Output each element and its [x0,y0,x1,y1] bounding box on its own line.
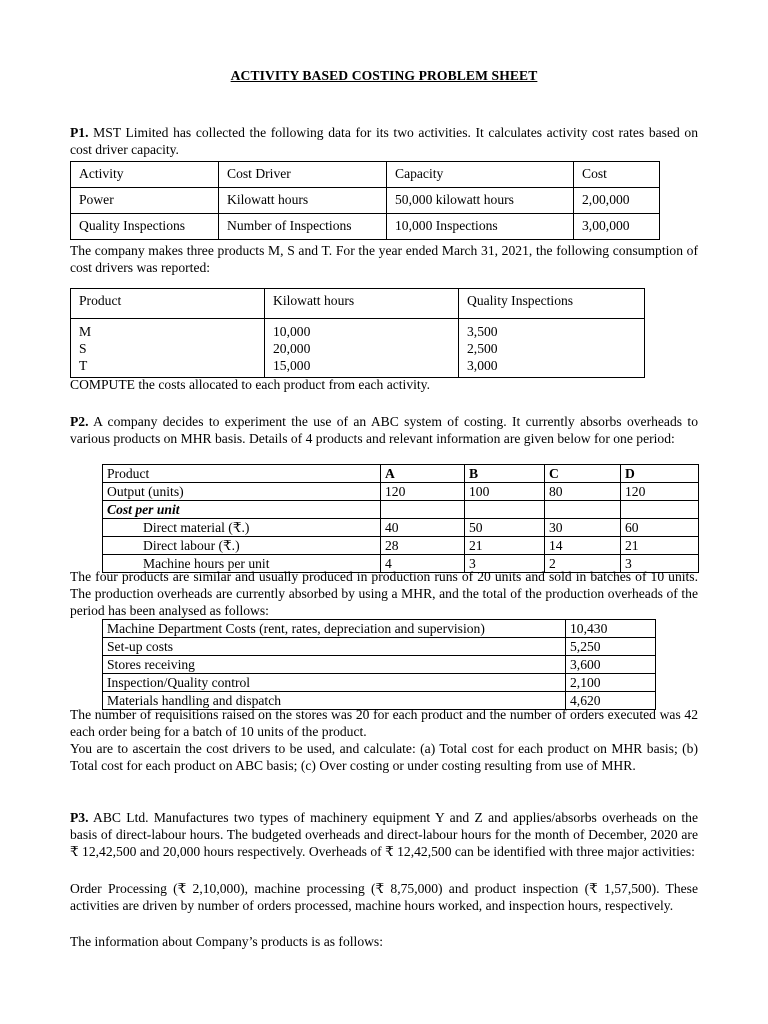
table-row [71,319,645,378]
p2-mid-text: The four products are similar and usually produced in production runs of 20 units and sold in batches of 10 units. The production overheads are currently absorbed by using a MHR, and the total of the production overheads of the period has been analysed as follows: [70,569,698,618]
p2-label: P2. [70,414,89,429]
p2-intro-text: A company decides to experiment the use of an ABC system of costing. It currently absorbs overheads to various products on MHR basis. Details of 4 products and relevant information are given below for one period: [70,414,698,446]
table-cell-products [71,319,265,378]
table-cell: Cost per unit [103,501,381,519]
table-cell: Inspection/Quality control [103,674,566,692]
p1-intro-text: MST Limited has collected the following data for its two activities. It calculates activity cost rates based on cost driver capacity. [70,125,698,157]
table-cell: Machine Department Costs (rent, rates, depreciation and supervision) [103,620,566,638]
list-item: S [79,341,87,356]
table-row [103,519,699,537]
table-row [103,674,656,692]
table-cell: 30 [545,519,621,537]
p3-label: P3. [70,810,89,825]
table-cell [545,501,621,519]
p3-activities-text: Order Processing (₹ 2,10,000), machine processing (₹ 8,75,000) and product inspection (₹ 1,57,500). These activities are driven by number of orders processed, machine hours worked, and inspection hours, respectively. [70,881,698,913]
list-item: 10,000 [273,324,311,339]
table-cell: Materials handling and dispatch [103,692,566,710]
list-item: 20,000 [273,341,311,356]
table-cell: 10,000 Inspections [387,214,574,240]
list-item: M [79,324,92,339]
table-cell: Number of Inspections [219,214,387,240]
table-header-cell: B [465,465,545,483]
table-header-cell: Activity [71,162,219,188]
table-cell: Direct material (₹.) [103,519,381,537]
p1-activity-table [70,161,660,240]
table-cell: 50,000 kilowatt hours [387,188,574,214]
table-cell: 40 [381,519,465,537]
table-cell [621,501,699,519]
p2-product-table [102,464,699,573]
p1-label: P1. [70,125,89,140]
p3-closing-text: The information about Company’s products is as follows: [70,934,383,949]
p2-task-text: You are to ascertain the cost drivers to be used, and calculate: (a) Total cost for each product on MHR basis; (b) Total cost for each product on ABC basis; (c) Over costing or under costing resulting from use of MHR. [70,741,698,773]
table-header-cell: Capacity [387,162,574,188]
table-header-cell: A [381,465,465,483]
table-cell: 60 [621,519,699,537]
table-header-row [103,465,699,483]
table-cell: 80 [545,483,621,501]
table-row [103,501,699,519]
table-cell: 10,430 [566,620,656,638]
p1-mid-text: The company makes three products M, S and T. For the year ended March 31, 2021, the following consumption of cost drivers was reported: [70,243,698,275]
p2-intro [70,413,698,447]
table-cell: Direct labour (₹.) [103,537,381,555]
table-cell [381,501,465,519]
table-cell: 21 [465,537,545,555]
table-row [103,537,699,555]
p2-overheads-table [102,619,656,710]
table-header-cell: Product [103,465,381,483]
table-cell: 2,100 [566,674,656,692]
list-item: T [79,358,88,373]
table-cell: 4 [381,555,465,573]
table-row [103,620,656,638]
table-cell: 5,250 [566,638,656,656]
table-header-cell: Quality Inspections [459,289,645,319]
list-item: 3,500 [467,324,498,339]
table-header-cell: C [545,465,621,483]
table-cell: 120 [381,483,465,501]
table-header-cell: Cost [574,162,660,188]
table-cell: Quality Inspections [71,214,219,240]
p3-intro-text: ABC Ltd. Manufactures two types of machinery equipment Y and Z and applies/absorbs overheads on the basis of direct-labour hours. The budgeted overheads and direct-labour hours for the month of December, 2020 are ₹ 12,42,500 and 20,000 hours respectively. Overheads of ₹ 12,42,500 can be identified with three major activities: [70,810,698,859]
table-row [103,656,656,674]
table-header-row [71,289,645,319]
table-header-cell: D [621,465,699,483]
table-cell: Power [71,188,219,214]
table-cell: 3 [465,555,545,573]
table-cell: Set-up costs [103,638,566,656]
table-cell: Stores receiving [103,656,566,674]
p1-intro [70,124,698,158]
table-cell: Output (units) [103,483,381,501]
table-header-cell: Kilowatt hours [265,289,459,319]
table-cell: 3,600 [566,656,656,674]
table-cell-kwh [265,319,459,378]
p3-intro [70,809,698,860]
p1-consumption-table [70,288,645,378]
table-header-row [71,162,660,188]
page-title: ACTIVITY BASED COSTING PROBLEM SHEET [230,68,538,83]
table-cell: 100 [465,483,545,501]
table-cell: 28 [381,537,465,555]
table-cell: 2 [545,555,621,573]
list-item: 2,500 [467,341,498,356]
table-cell: 2,00,000 [574,188,660,214]
table-row [103,483,699,501]
table-cell: 120 [621,483,699,501]
list-item: 3,000 [467,358,498,373]
list-item: 15,000 [273,358,311,373]
table-cell [465,501,545,519]
table-cell: 4,620 [566,692,656,710]
p1-compute-text: COMPUTE the costs allocated to each product from each activity. [70,377,430,392]
table-row [103,638,656,656]
table-cell: Machine hours per unit [103,555,381,573]
table-cell: Kilowatt hours [219,188,387,214]
p2-requisitions-text: The number of requisitions raised on the stores was 20 for each product and the number of orders executed was 42 each order being for a batch of 10 units of the product. [70,707,698,739]
table-row [71,214,660,240]
table-cell: 21 [621,537,699,555]
table-header-cell: Product [71,289,265,319]
table-cell: 50 [465,519,545,537]
table-row [71,188,660,214]
table-cell: 14 [545,537,621,555]
table-cell-qi [459,319,645,378]
table-header-cell: Cost Driver [219,162,387,188]
table-cell: 3 [621,555,699,573]
table-cell: 3,00,000 [574,214,660,240]
